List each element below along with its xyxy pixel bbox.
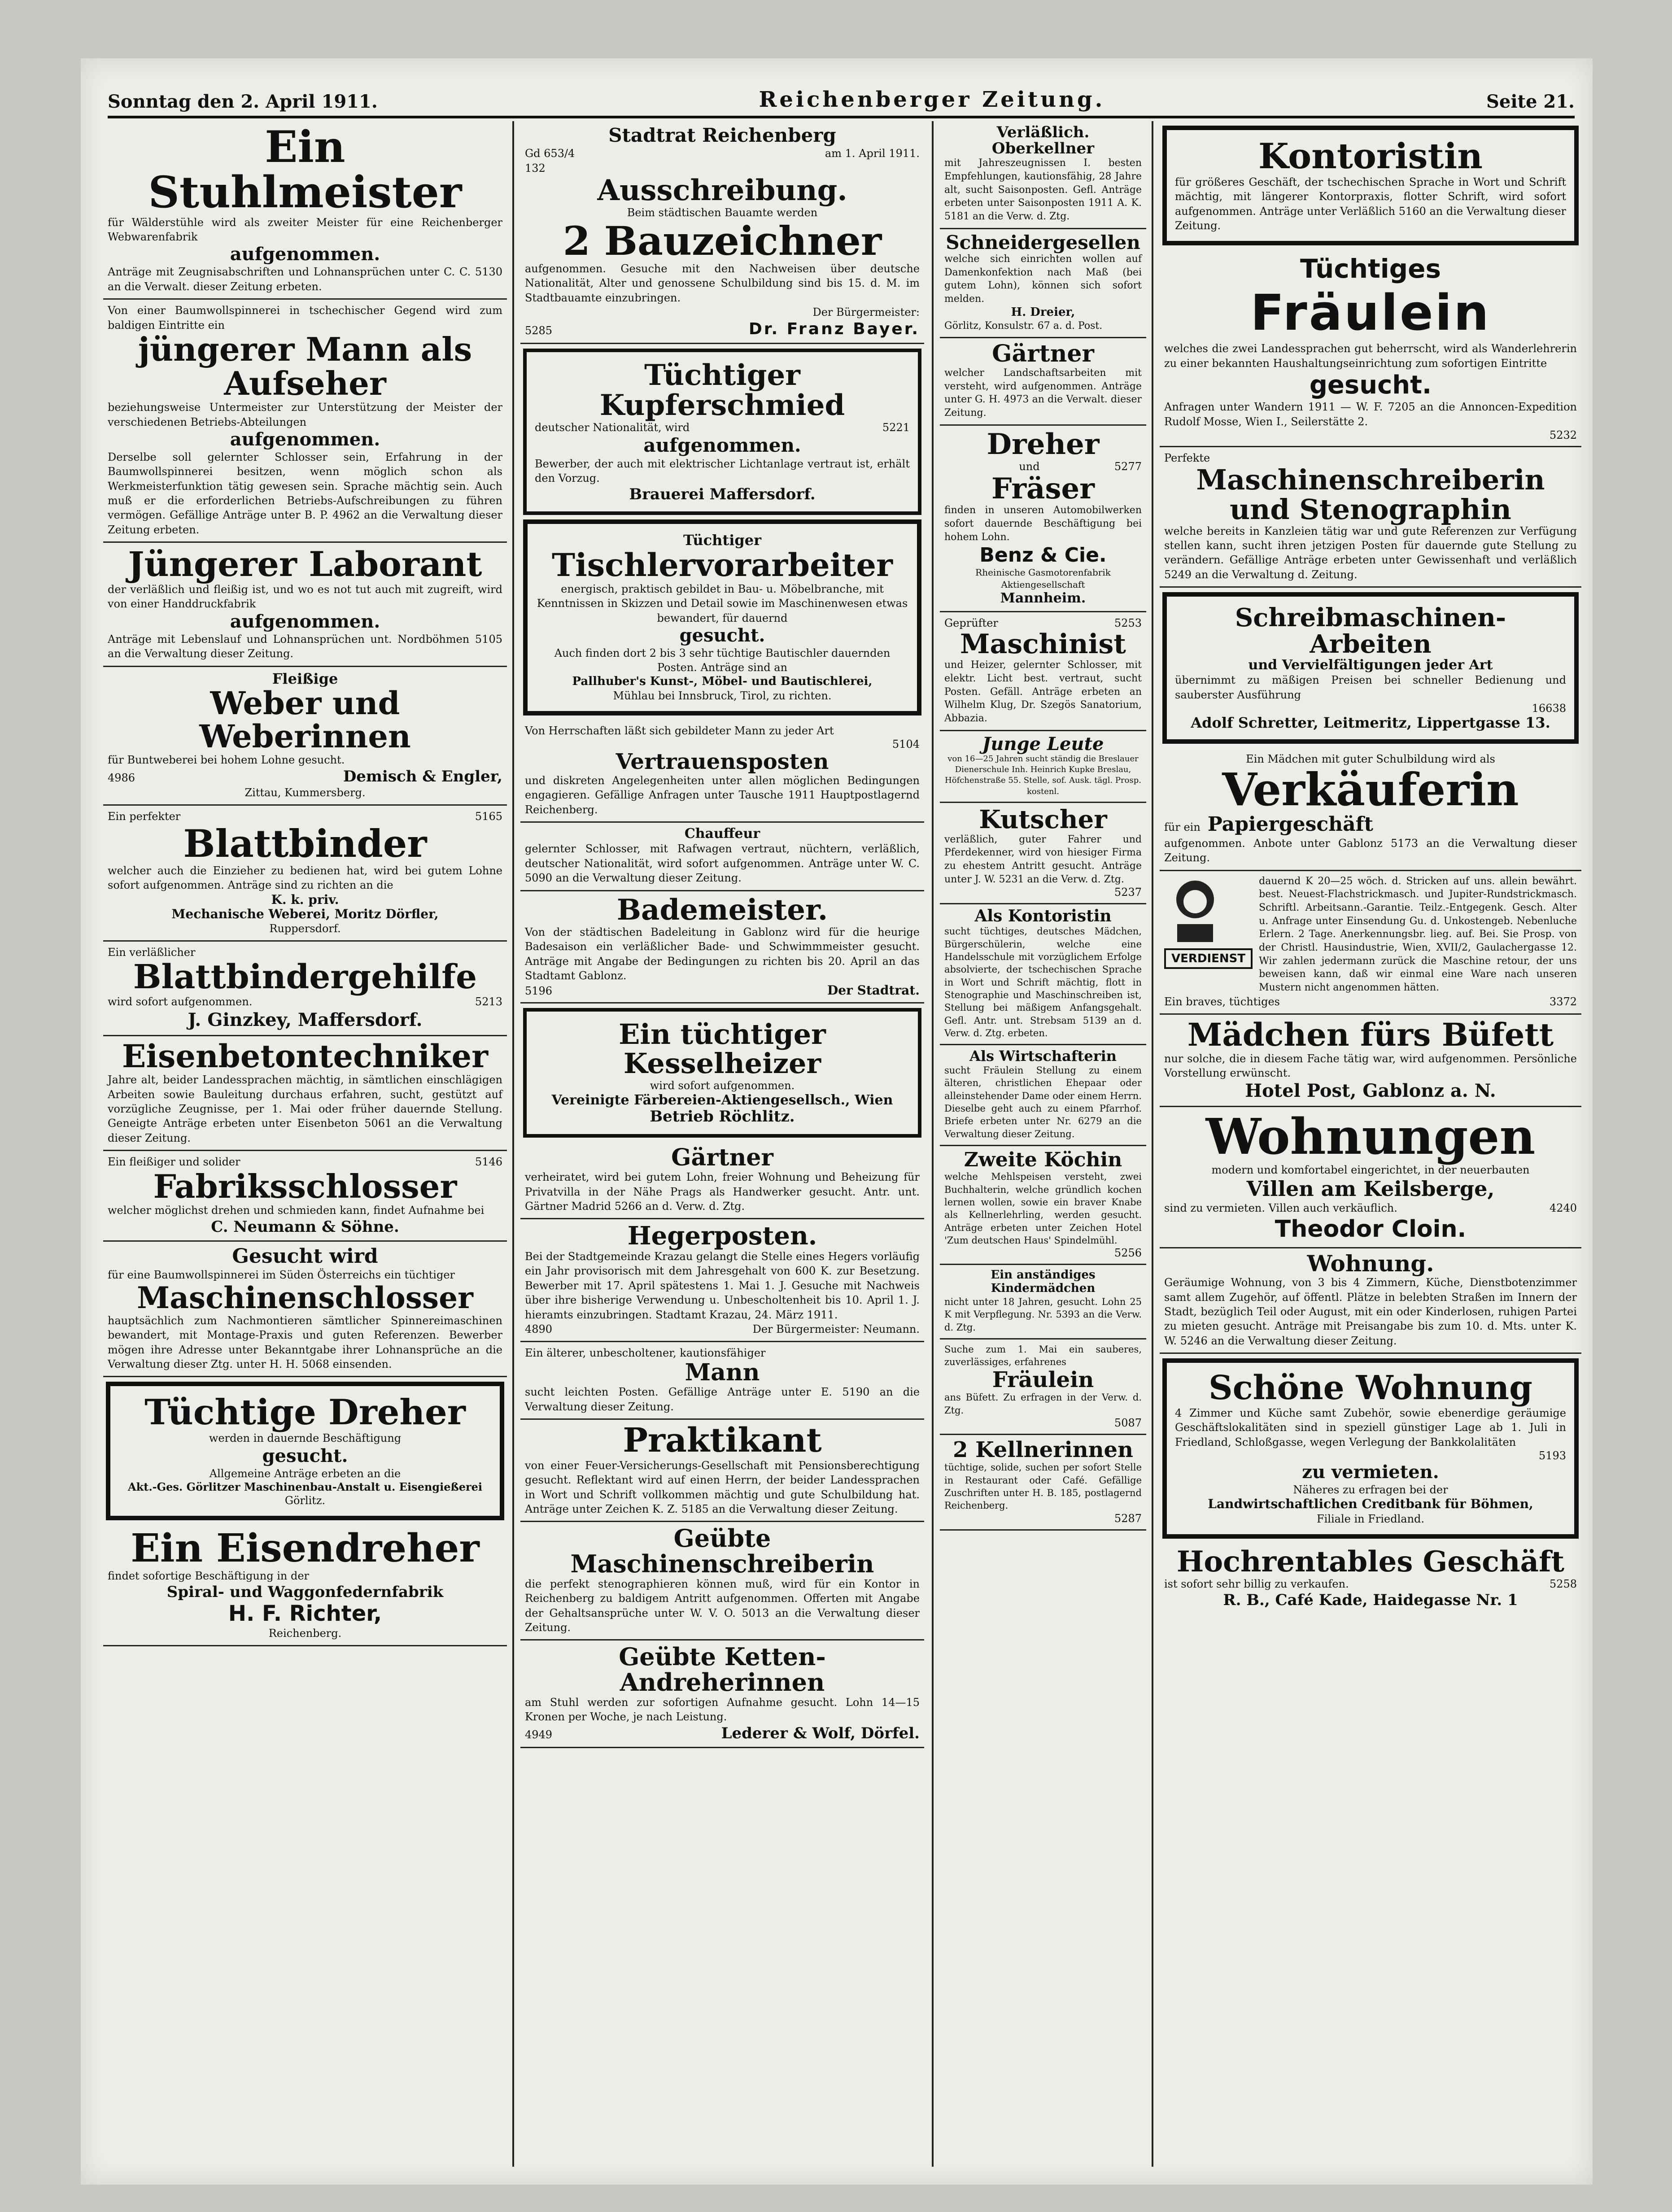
ad-title: Gärtner — [671, 1143, 773, 1171]
ad-number: 5287 — [1114, 1512, 1142, 1525]
ad-company: K. k. priv. — [271, 892, 339, 907]
ad-text: von 16—25 Jahren sucht ständig die Breslauer Dienerschule Inh. Heinrich Kupke Breslau, Höfchenstraße 55. Stelle, sof. Ausk. tägl. Prosp. kostenl. — [945, 754, 1141, 796]
ad-text: Suche zum 1. Mai ein sauberes, zuverlässiges, erfahrenes — [944, 1344, 1142, 1368]
ad-title: Maschinenschreiberin und Stenographin — [1196, 463, 1545, 526]
ad-number: 4890 — [525, 1323, 553, 1336]
ad-und: und — [1019, 460, 1040, 473]
ad-text: Anträge mit Lebenslauf und Lohnansprüchen unt. Nordböhmen 5105 an die Verwaltung dieser Zeitung. — [108, 633, 502, 660]
ad-gaertner — [520, 1142, 924, 1220]
ad-action: zu vermieten. — [1302, 1461, 1439, 1483]
ad-title: Maschinenschlosser — [137, 1280, 473, 1315]
newspaper-page — [81, 58, 1593, 2185]
ad-text: Geräumige Wohnung, von 3 bis 4 Zimmern, Küche, Dienstbotenzimmer samt allem Zugehör, auf öffentl. Plätze in belebten Straßen im Innern der Stadt, bezüglich Teil oder August, mit ein oder Kinderlosen, ruhigen Partei zu mieten gesucht. Anträge mit Preisangabe bis zum 10. d. Mts. unter K. W. 5246 an die Verwaltung dieser Zeitung. — [1164, 1276, 1577, 1347]
ad-text: am Stuhl werden zur sofortigen Aufnahme gesucht. Lohn 14—15 Kronen per Woche, je nach Leistung. — [525, 1696, 920, 1723]
ad-text: Von der städtischen Badeleitung in Gablonz wird für die heurige Badesaison ein verläßlicher Bade- und Schwimmmeister gesucht. Anträge mit Angabe der Bedingungen zu richten bis 20. April an das Stadtamt Gablonz. — [525, 925, 920, 982]
ad-title: Geübte Maschinenschreiberin — [570, 1524, 874, 1579]
ad-pre: Fleißige — [272, 670, 338, 687]
ad-company: Landwirtschaftlichen Creditbank für Böhmen, — [1208, 1496, 1533, 1512]
ad-schreibmaschinen-arbeiten — [1162, 592, 1579, 744]
column-3 — [940, 121, 1146, 2167]
ad-company: Brauerei Maffersdorf. — [629, 485, 816, 504]
newspaper-title: Reichenberger Zeitung. — [759, 87, 1105, 112]
ad-title: Zweite Köchin — [964, 1148, 1122, 1172]
ad-company-2: Rheinische Gasmotorenfabrik Aktiengesellschaft — [975, 567, 1111, 590]
ad-title-2: Fräser — [991, 472, 1095, 506]
ad-number: 5165 — [475, 810, 502, 823]
ad-title: Schneidergesellen — [946, 231, 1140, 253]
ad-title: Stadtrat Reichenberg — [608, 124, 836, 146]
verdienst-badge: VERDIENST — [1164, 948, 1253, 969]
ad-place: Mannheim. — [1000, 590, 1086, 606]
ad-subtitle: Villen am Keilsberge, — [1246, 1177, 1495, 1201]
ad-zweite-koechin — [940, 1146, 1146, 1265]
ad-title: Gärtner — [992, 340, 1094, 368]
ad-pre: Ein perfekter — [108, 810, 181, 823]
ad-title: Blattbindergehilfe — [133, 957, 477, 996]
ad-action: aufgenommen. — [643, 434, 801, 457]
ad-signature: Der Stadtrat. — [827, 983, 920, 998]
ad-gaertner-2 — [940, 338, 1146, 425]
ad-title: Jüngerer Laborant — [128, 544, 482, 585]
header-date: Sonntag den 2. April 1911. — [108, 91, 378, 112]
ad-subtitle: Papiergeschäft — [1207, 813, 1373, 836]
ad-company: C. Neumann & Söhne. — [211, 1217, 399, 1236]
ad-company: Theodor Cloin. — [1275, 1215, 1467, 1243]
ad-title: Wohnung. — [1307, 1250, 1434, 1277]
ad-fraeulein-buefett — [940, 1339, 1146, 1435]
ad-text: welche sich einrichten wollen auf Damenkonfektion nach Maß (bei gutem Lohn), können sich sofort melden. — [944, 253, 1142, 305]
ad-text: Derselbe soll gelernter Schlosser sein, Erfahrung in der Baumwollspinnerei besitzen, wenn möglich schon als Werkmeisterfunktion tätig gewesen sein. Sprache mächtig sein. Auch muß er die erforderlichen Betriebs-Aufschreibungen zu führen vermögen. Gefällige Anträge unter B. P. 4962 an die Verwaltung dieser Zeitung erbeten. — [108, 450, 502, 536]
ad-place: Görlitz, Konsulstr. 67 a. d. Post. — [944, 320, 1103, 332]
ad-ketten-andreherinnen — [520, 1640, 924, 1748]
ad-text: wird sofort aufgenommen. — [108, 995, 253, 1008]
ad-text: und diskreten Angelegenheiten unter allen möglichen Bedingungen engagieren. Gefällige Anfragen unter Tausche 1911 Hauptpostlagernd Reichenberg. — [525, 774, 920, 816]
ad-maschinist — [940, 612, 1146, 731]
column-divider — [512, 121, 514, 2167]
ad-title: Schreibmaschinen-Arbeiten — [1235, 603, 1506, 659]
ad-ref-2: 132 — [525, 161, 546, 175]
ad-text: werden in dauernde Beschäftigung — [209, 1432, 402, 1445]
ad-place: Betrieb Röchlitz. — [650, 1108, 795, 1126]
ad-schoene-wohnung — [1162, 1358, 1579, 1539]
ad-text: findet sofortige Beschäftigung in der — [108, 1570, 310, 1583]
ad-pre: Tüchtiges — [1300, 253, 1441, 284]
ad-signature: Dr. Franz Bayer. — [749, 319, 920, 338]
ad-dreher-fraeser — [940, 426, 1146, 612]
ad-text: verläßlich, guter Fahrer und Pferdekenner, wird von hiesiger Firma zu ehestem Antritt gesucht. Anträge unter J. W. 5231 an die Verw. d. Ztg. — [944, 833, 1142, 885]
ad-maedchen-buefett — [1160, 1015, 1581, 1107]
column-2 — [520, 121, 924, 2167]
ad-number: 4986 — [108, 771, 135, 784]
ad-verkaeuferin — [1160, 748, 1581, 871]
ad-title: Vertrauensposten — [616, 749, 829, 775]
ad-text: aufgenommen. Gesuche mit den Nachweisen über deutsche Nationalität, Alter und genossene Schulbildung sind bis 15. d. M. im Stadtbauamte einzubringen. — [525, 262, 920, 304]
page-number: Seite 21. — [1486, 91, 1575, 112]
ad-text: tüchtige, solide, suchen per sofort Stelle in Restaurant oder Café. Gefällige Zuschriften unter H. B. 185, postlagernd Reichenberg. — [944, 1462, 1142, 1511]
ad-stuhlmeister — [103, 121, 507, 300]
ad-text: Bewerber, der auch mit elektrischer Lichtanlage vertraut ist, erhält den Vorzug. — [535, 457, 910, 485]
ad-text: für eine Baumwollspinnerei im Süden Österreichs ein tüchtiger — [108, 1269, 455, 1282]
ad-subtitle: und Vervielfältigungen jeder Art — [1248, 657, 1493, 673]
ad-place: Mühlau bei Innsbruck, Tirol, zu richten. — [613, 689, 832, 702]
column-divider — [932, 121, 934, 2167]
ad-bademeister — [520, 891, 924, 1004]
column-1 — [103, 121, 507, 2167]
ad-action: gesucht. — [1309, 371, 1432, 400]
ad-text: mit Jahreszeugnissen I. besten Empfehlungen, kautionsfähig, 28 Jahre alt, sucht Saisonposten. Gefl. Anträge erbeten unter Saisonposten 1911 A. K. 5181 an die Verw. d. Ztg. — [944, 157, 1142, 223]
ad-number: 4240 — [1549, 1202, 1577, 1215]
ad-title: Verläßlich. Oberkellner — [991, 123, 1095, 157]
ad-title: Schöne Wohnung — [1209, 1369, 1532, 1408]
ad-place: Görlitz. — [284, 1494, 326, 1507]
ad-date: am 1. April 1911. — [825, 147, 920, 160]
ad-text: welches die zwei Landessprachen gut beherrscht, wird als Wanderlehrerin zu einer bekannten Haushaltungseinrichtung zum sofortigen Eintritte — [1164, 342, 1577, 370]
ad-company: Spiral- und Waggonfedernfabrik — [166, 1583, 444, 1601]
ad-big: 2 Bauzeichner — [563, 217, 882, 264]
ad-text: aufgenommen. Anbote unter Gablonz 5173 an die Verwaltung dieser Zeitung. — [1164, 837, 1577, 864]
ad-text: für Wälderstühle wird als zweiter Meister für eine Reichenberger Webwarenfabrik — [108, 216, 502, 243]
ad-stenographin — [1160, 447, 1581, 588]
ad-title: Maschinist — [960, 628, 1126, 660]
ad-title: Dreher — [987, 427, 1100, 461]
ad-chauffeur — [520, 823, 924, 891]
ad-action: gesucht. — [262, 1445, 348, 1466]
ad-title: Kontoristin — [1258, 136, 1483, 177]
ad-company: J. Ginzkey, Maffersdorf. — [188, 1009, 423, 1030]
ad-title: Fräulein — [992, 1367, 1094, 1392]
ad-number: 5285 — [525, 324, 553, 337]
ad-blattbindergehilfe — [103, 942, 507, 1036]
ad-text: modern und komfortabel eingerichtet, in der neuerbauten — [1211, 1163, 1530, 1176]
ad-text: sucht tüchtiges, deutsches Mädchen, Bürgerschülerin, welche eine Handelsschule mit vorzüglichem Erfolge absolvierte, der tschechischen Sprache in Wort und Schrift mächtig, flott in Stenographie und Maschinschreiben ist, Stellung bei mäßigem Anfangsgehalt. Gefl. Antr. unt. Strebsam 5139 an d. Verw. d. Ztg. erbeten. — [944, 926, 1142, 1039]
ad-text: von einer Feuer-Versicherungs-Gesellschaft mit Pensionsberechtigung gesucht. Reflektant wird auf einen Herrn, der beider Landessprachen in Wort und Schrift vollkommen mächtig und gute Schulbildung hat. Anträge unter Zeichen K. Z. 5185 an die Verwaltung dieser Zeitung. — [525, 1459, 920, 1516]
ad-praktikant — [520, 1420, 924, 1522]
ad-text: der verläßlich und fleißig ist, und wo es not tut auch mit zugreift, wird von einer Handdruckfabrik — [108, 583, 502, 611]
ad-stadtrat — [520, 121, 924, 344]
ad-company-2: H. F. Richter, — [228, 1601, 382, 1626]
ad-text: ans Büfett. Zu erfragen in der Verw. d. Ztg. — [944, 1392, 1142, 1416]
woman-portrait-icon — [1168, 875, 1249, 947]
ad-als-kontoristin — [940, 904, 1146, 1045]
ad-tuechtiges-fraeulein — [1160, 250, 1581, 447]
ad-action: aufgenommen. — [230, 244, 380, 265]
ad-eisendreher — [103, 1525, 507, 1646]
ad-place: Ruppersdorf. — [269, 922, 341, 935]
ad-kesselheizer — [523, 1008, 921, 1137]
ad-text: deutscher Nationalität, wird — [535, 421, 690, 434]
ad-company: Benz & Cie. — [979, 544, 1107, 567]
ad-title: Blattbinder — [183, 821, 427, 866]
ad-wirtschafterin — [940, 1045, 1146, 1146]
ad-kutscher — [940, 803, 1146, 905]
ad-text: wird sofort aufgenommen. — [650, 1079, 795, 1092]
ad-vertrauensposten — [520, 720, 924, 823]
ad-kellnerinnen — [940, 1435, 1146, 1531]
ad-sig-pre: Der Bürgermeister: — [812, 306, 920, 319]
ad-maschinenschreiberin — [520, 1522, 924, 1640]
ad-text: ist sofort sehr billig zu verkaufen. — [1164, 1578, 1349, 1591]
ad-pre: Gesucht wird — [232, 1244, 378, 1268]
ad-hegerposten — [520, 1219, 924, 1342]
ad-text: welche bereits in Kanzleien tätig war und gute Referenzen zur Verfügung stellen kann, sucht ihren jetzigen Posten für dauernde gute Stellung zu verändern. Gefällige Anträge erbeten unter Gewissenhaft und verläßlich 5249 an die Verwaltung d. Zeitung. — [1164, 524, 1577, 581]
ad-text: übernimmt zu mäßigen Preisen bei schneller Bedienung und sauberster Ausführung — [1175, 674, 1566, 701]
ad-number: 5221 — [882, 421, 910, 434]
ad-title: Verkäuferin — [1222, 763, 1519, 816]
ad-number: 5232 — [1549, 429, 1577, 442]
ad-title: Praktikant — [623, 1421, 822, 1460]
ad-pre: Ein fleißiger und solider — [108, 1156, 240, 1169]
ad-title: jüngerer Mann als Aufseher — [138, 330, 472, 402]
ad-text: 4 Zimmer und Küche samt Zubehör, sowie ebenerdige geräumige Geschäftslokalitäten sind in speziell günstiger Lage ab 1. Juli in Friedland, Schloßgasse, wegen Verlegung der Bankkolalitäten — [1175, 1406, 1566, 1448]
ad-wohnungen — [1160, 1107, 1581, 1248]
ad-place: Filiale in Friedland. — [1316, 1512, 1425, 1525]
ad-number: 5277 — [1114, 460, 1142, 473]
ad-title: Mädchen fürs Büfett — [1187, 1016, 1554, 1054]
ad-weber — [103, 667, 507, 806]
ad-number: 5237 — [1114, 886, 1142, 899]
ad-number: 5087 — [1114, 1416, 1142, 1429]
ad-text: Anfragen unter Wandern 1911 — W. F. 7205 an die Annoncen-Expedition Rudolf Mosse, Wien I., Seilerstätte 2. — [1164, 401, 1577, 428]
ad-action: aufgenommen. — [230, 611, 380, 632]
ad-schneidergesellen — [940, 229, 1146, 338]
ad-intro: Von einer Baumwollspinnerei in tschechischer Gegend wird zum baldigen Eintritte ein — [108, 304, 502, 332]
ad-pre: Geprüfter — [944, 616, 998, 629]
ad-text: Anträge mit Zeugnisabschriften und Lohnansprüchen unter C. C. 5130 an die Verwalt. dieser Zeitung erbeten. — [108, 266, 502, 293]
ad-title: Mann — [685, 1358, 760, 1386]
ad-text: sucht Fräulein Stellung zu einem älteren, christlichen Ehepaar oder alleinstehender Dame oder einem Herrn. Dieselbe geht auch zu einem Pfarrhof. Briefe erbeten unter Nr. 6279 an die Verwaltung dieser Zeitung. — [944, 1065, 1142, 1139]
ad-action: aufgenommen. — [230, 428, 380, 450]
ad-company: Adolf Schretter, Leitmeritz, Lippertgasse 13. — [1191, 714, 1550, 732]
ad-company: R. B., Café Kade, Haidegasse Nr. 1 — [1223, 1591, 1518, 1610]
column-divider — [1152, 121, 1153, 2167]
ad-text: beziehungsweise Untermeister zur Unterstützung der Meister der verschiedenen Betriebs-Abteilungen — [108, 401, 502, 428]
ad-title: Eisenbetontechniker — [122, 1037, 488, 1075]
ad-text: nur solche, die in diesem Fache tätig war, wird aufgenommen. Persönliche Vorstellung erwünscht. — [1164, 1052, 1577, 1080]
ad-title: Fräulein — [1250, 284, 1491, 342]
ad-pre: Ein verläßlicher — [108, 946, 196, 959]
ad-title: Junge Leute — [982, 733, 1104, 755]
ad-text: welcher Landschaftsarbeiten mit versteht, wird aufgenommen. Anträge unter G. H. 4973 an die Verwalt. dieser Zeitung. — [944, 367, 1142, 419]
ad-text: verheiratet, wird bei gutem Lohn, freier Wohnung und Beheizung für Privatvilla in der Nähe Prags als Handwerker gesucht. Antr. unt. Gärtner Madrid 5266 an d. Verw. d. Ztg. — [525, 1171, 920, 1213]
ad-title: Kutscher — [979, 804, 1107, 834]
ad-text: für Buntweberei bei hohem Lohne gesucht. — [108, 754, 345, 767]
ad-title: Ein Eisendreher — [131, 1526, 480, 1571]
ad-company: Hotel Post, Gablonz a. N. — [1245, 1080, 1496, 1102]
ad-company-2: Mechanische Weberei, Moritz Dörfler, — [171, 906, 439, 921]
ad-number: 5104 — [892, 738, 920, 751]
ad-title: Ein Stuhlmeister — [148, 122, 462, 218]
ad-text: sind zu vermieten. Villen auch verkäuflich. — [1164, 1202, 1397, 1215]
ad-number: 5193 — [1538, 1449, 1566, 1462]
ad-kontoristin — [1162, 126, 1579, 245]
ad-action: gesucht. — [679, 624, 765, 646]
ad-number: 3372 — [1549, 995, 1577, 1008]
ad-title: Geübte Ketten-Andreherinnen — [619, 1642, 826, 1697]
ad-pre: Perfekte — [1164, 452, 1210, 465]
ad-company: Vereinigte Färbereien-Aktiengesellsch., Wien — [551, 1092, 893, 1108]
ad-text: Ein braves, tüchtiges — [1164, 995, 1280, 1008]
ad-tischlervorarbeiter — [523, 519, 921, 716]
ad-company: Akt.-Ges. Görlitzer Maschinenbau-Anstalt u. Eisengießerei — [127, 1480, 482, 1494]
ad-company: H. Dreier, — [1011, 305, 1075, 319]
ad-text: Ein älterer, unbescholtener, kautionsfähiger — [525, 1347, 766, 1360]
ad-place: Reichenberg. — [268, 1627, 342, 1640]
ad-text: nicht unter 18 Jahren, gesucht. Lohn 25 K mit Verpflegung. Nr. 5393 an die Verw. d. Ztg. — [944, 1296, 1142, 1333]
ad-number: 5253 — [1114, 616, 1142, 629]
ad-text: welcher auch die Einzieher zu bedienen hat, wird bei gutem Lohne sofort aufgenommen. Anträge sind zu richten an die — [108, 864, 502, 892]
ad-laborant — [103, 543, 507, 667]
ad-ref: Gd 653/4 — [525, 147, 575, 160]
ad-number: 5213 — [475, 995, 502, 1008]
ad-text: und Heizer, gelernter Schlosser, mit elektr. Licht best. vertraut, sucht Posten. Gefäll. Anträge erbeten an Wilhelm Klug, Dr. Szegös Sanatorium, Abbazia. — [944, 659, 1142, 724]
ad-title: Hegerposten. — [627, 1221, 817, 1251]
ad-text: welcher möglichst drehen und schmieden kann, findet Aufnahme bei — [108, 1204, 485, 1217]
column-4 — [1160, 121, 1581, 2167]
ad-text: sucht leichten Posten. Gefällige Anträge unter E. 5190 an die Verwaltung dieser Zeitung. — [525, 1386, 920, 1413]
ad-dreher — [106, 1382, 504, 1520]
ad-title: Als Wirtschafterin — [969, 1047, 1117, 1065]
ad-oberkellner — [940, 121, 1146, 229]
ad-title: Tüchtige Dreher — [144, 1392, 466, 1433]
page-header — [108, 76, 1575, 118]
ad-title: Tischlervorarbeiter — [552, 546, 893, 584]
ad-mann — [520, 1342, 924, 1420]
ad-title: Tüchtiger Kupferschmied — [599, 358, 845, 422]
ad-company: Pallhuber's Kunst-, Möbel- und Bautischlerei, — [572, 674, 873, 688]
ad-text: die perfekt stenographieren können muß, wird für ein Kontor in Reichenberg zu baldigem Antritt aufgenommen. Offerten mit Angabe der Gehaltsansprüche unter W. V. O. 5013 an die Verwaltung dieser Zeitung. — [525, 1577, 920, 1634]
ad-text: Näheres zu erfragen bei der — [1293, 1483, 1448, 1496]
ad-text: energisch, praktisch gebildet in Bau- u. Möbelbranche, mit Kenntnissen in Skizzen und Detail sowie im Maschinenwesen etwas bewandert, für dauernd — [537, 582, 908, 624]
ad-title: Fabriksschlosser — [153, 1167, 457, 1205]
ad-heading: Ausschreibung. — [597, 174, 847, 208]
ad-maschinenschlosser — [103, 1242, 507, 1378]
ad-title: Ein tüchtiger Kesselheizer — [619, 1018, 826, 1080]
ad-text: finden in unseren Automobilwerken sofort dauernde Beschäftigung bei hohem Lohn. — [944, 505, 1142, 543]
ad-text: welche Mehlspeisen versteht, zwei Buchhalterin, welche gründlich kochen lernen wollen, sowie ein braver Knabe als Kellnerlehrling, werden gesucht. Anträge erbeten unter Zeichen Hotel 'Zum deutschen Haus' Spindelmühl. — [944, 1171, 1142, 1246]
ad-fabriksschlosser — [103, 1151, 507, 1241]
ad-kindermaedchen — [940, 1265, 1146, 1339]
ad-text: Bei der Stadtgemeinde Krazau gelangt die Stelle eines Hegers vorläufig ein Jahr provisorisch mit dem Jahresgehalt von 600 K. zur Besetzung. Bewerber mit 17. April spätestens 1. Mai 1. J. Gesuche mit Nachweis über ihre bisherige Verwendung u. Unbescholtenheit bis 10. April 1. J. hieramts einzubringen. Stadtamt Krazau, 24. März 1911. — [525, 1250, 920, 1321]
ad-text: Jahre alt, beider Landessprachen mächtig, in sämtlichen einschlägigen Arbeiten sowie Bauleitung durchaus erfahren, sucht, gestützt auf vorzügliche Zeugnisse, per 1. Mai oder früher dauernde Stellung. Geneigte Anträge erbeten unter Eisenbeton 5061 an die Verwaltung dieser Zeitung. — [108, 1073, 502, 1144]
ad-text: hauptsächlich zum Nachmontieren sämtlicher Spinnereimaschinen bewandert, mit Montage-Praxis und guten Referenzen. Bewerber mögen ihre Adresse unter Bekanntgabe ihrer Lohnansprüche an die Verwaltung dieser Ztg. unter H. H. 5068 einsenden. — [108, 1314, 502, 1371]
ad-title: Chauffeur — [684, 825, 760, 842]
ad-text: Von Herrschaften läßt sich gebildeter Mann zu jeder Art — [525, 724, 834, 737]
ad-company: Demisch & Engler, — [343, 767, 502, 785]
ad-blattbinder — [103, 806, 507, 942]
ad-title: Hochrentables Geschäft — [1176, 1544, 1565, 1579]
ad-place: Zittau, Kummersberg. — [244, 786, 366, 799]
ad-number: 16638 — [1532, 702, 1566, 715]
ad-junge-leute — [940, 731, 1146, 803]
ad-text: Auch finden dort 2 bis 3 sehr tüchtige Bautischler dauernden Posten. Anträge sind an — [554, 646, 891, 674]
ad-number: 5146 — [475, 1156, 502, 1169]
ad-text: für ein — [1164, 821, 1201, 834]
ad-text: Ein Mädchen mit guter Schulbildung wird als — [1246, 752, 1495, 765]
ad-pre: Tüchtiger — [683, 532, 761, 549]
ad-number: 5196 — [525, 985, 553, 998]
ad-title: Bademeister. — [616, 893, 828, 927]
ad-kupferschmied — [523, 349, 921, 515]
ad-title: Weber und Weberinnen — [199, 685, 411, 755]
ad-text: für größeres Geschäft, der tschechischen Sprache in Wort und Schrift mächtig, mit längerer Kontorpraxis, flotter Schrift, wird sofort aufgenommen. Anträge unter Verläßlich 5160 an die Verwaltung dieser Zeitung. — [1175, 175, 1566, 232]
ad-number: 5258 — [1549, 1578, 1577, 1591]
ad-title: Als Kontoristin — [974, 907, 1112, 926]
ad-wohnung-gesucht — [1160, 1248, 1581, 1354]
ad-text: gelernter Schlosser, mit Rafwagen vertraut, nüchtern, verläßlich, deutscher Nationalität, wird sofort aufgenommen. Anträge unter W. C. 5090 an die Verwaltung dieser Zeitung. — [525, 842, 920, 885]
ad-signature: Der Bürgermeister: Neumann. — [752, 1323, 920, 1336]
ad-title: Wohnungen — [1205, 1108, 1536, 1166]
ad-eisenbeton — [103, 1036, 507, 1151]
ad-verdienst — [1160, 871, 1581, 1015]
ad-title: 2 Kellnerinnen — [953, 1437, 1133, 1462]
ad-aufseher — [103, 300, 507, 543]
ad-hochrentables-geschaeft — [1160, 1543, 1581, 1614]
ad-number: 5256 — [1114, 1247, 1142, 1260]
ad-text: Beim städtischen Bauamte werden — [627, 206, 818, 219]
ad-text: Allgemeine Anträge erbeten an die — [209, 1467, 401, 1480]
ad-number: 4949 — [525, 1728, 553, 1741]
ad-company: Lederer & Wolf, Dörfel. — [721, 1724, 920, 1742]
ad-text: dauernd K 20—25 wöch. d. Stricken auf uns. allein bewährt. best. Neuest-Flachstrickmasch. und Jupiter-Rundstrickmasch. Schriftl. Arbeitsann.-Garantie. Teilz.-Entgegenk. Gesch. Alter u. Anfrage unter Einsendung Gu. d. Unkostengeb. Nebenluche Erlern. 2 Tage. Anerkennungsbr. lieg. auf. Bei. Sie Prosp. von der Christl. Hausindustrie, Wien, XVII/2, Gaulachergasse 12. Wir zahlen jedermann zurück die Maschine retour, der uns beweisen kann, daß wir einmal eine Ware nach unseren Mustern nicht angenommen hätten. — [1259, 875, 1577, 994]
ad-title: Ein anständiges Kindermädchen — [991, 1268, 1096, 1296]
